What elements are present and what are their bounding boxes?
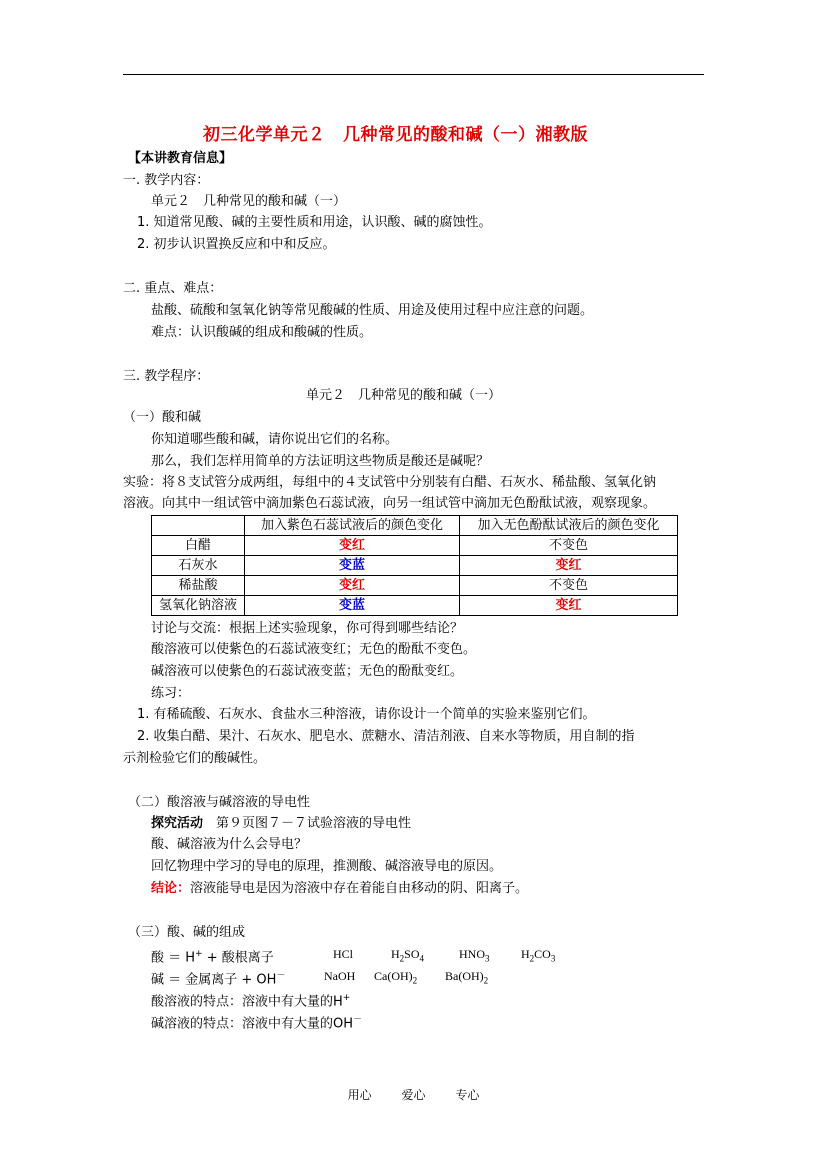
formula-hno3: $HNO_3$ xyxy=(459,947,490,964)
footer-text: 爱心 xyxy=(401,1088,426,1102)
experiment-line-2: 溶液。向其中一组试管中滴加紫色石蕊试液，向另一组试管中滴加无色酚酞试液，观察现象。 xyxy=(123,496,657,511)
page-title: 初三化学单元２ 几种常见的酸和碱（一）湘教版 xyxy=(203,125,588,145)
section-2-heading: 二. 重点、难点： xyxy=(123,281,223,296)
table-header-cell xyxy=(152,516,245,536)
table-header-row xyxy=(152,516,678,536)
litmus-result-cell: 变蓝 xyxy=(245,556,460,576)
acid-definition: 酸 ＝ H+ + 酸根离子 HCl $H_2SO_4$ $HNO_3$ $H_2CO_3$ xyxy=(151,945,274,967)
section-1-heading: 一. 教学内容： xyxy=(123,173,210,188)
table-row xyxy=(152,556,678,576)
page-footer xyxy=(0,1086,827,1103)
section-3-center-title: 单元２ 几种常见的酸和碱（一） xyxy=(306,388,502,403)
formula-hcl: HCl xyxy=(333,947,354,961)
substance-cell: 白醋 xyxy=(152,536,245,556)
table-header-cell: 加入紫色石蕊试液后的颜色变化 xyxy=(245,516,460,536)
phenol-result-cell: 不变色 xyxy=(460,536,678,556)
table-row xyxy=(152,536,678,556)
phenol-result-cell: 变红 xyxy=(460,596,678,616)
part-3-heading: （三）酸、碱的组成 xyxy=(128,925,246,940)
conclusion-label: 结论： xyxy=(151,881,191,896)
part-2-heading: （二）酸溶液与碱溶液的导电性 xyxy=(128,795,311,810)
key-points: 盐酸、硫酸和氢氧化钠等常见酸碱的性质、用途及使用过程中应注意的问题。 xyxy=(151,303,594,318)
practice-1: 1. 有稀硫酸、石灰水、食盐水三种溶液，请你设计一个简单的实验来鉴别它们。 xyxy=(137,707,596,722)
formula-naoh: NaOH xyxy=(324,969,356,983)
substance-cell: 石灰水 xyxy=(152,556,245,576)
experiment-line-1: 实验：将８支试管分成两组，每组中的４支试管中分别装有白醋、石灰水、稀盐酸、氢氧化钠 xyxy=(123,475,657,490)
phenol-result-cell: 不变色 xyxy=(460,576,678,596)
base-conclusion: 碱溶液可以使紫色的石蕊试液变蓝；无色的酚酞变红。 xyxy=(151,664,464,679)
practice-heading: 练习： xyxy=(151,686,191,701)
experiment-table xyxy=(151,515,678,616)
activity-text: 第９页图７－７试验溶液的导电性 xyxy=(203,816,412,831)
activity-line xyxy=(151,815,411,833)
conductivity-question: 酸、碱溶液为什么会导电？ xyxy=(151,837,308,852)
table-row xyxy=(152,576,678,596)
footer-text: 用心 xyxy=(347,1088,372,1102)
footer-text: 专心 xyxy=(455,1088,480,1102)
objective-2: 2. 初步认识置换反应和中和反应。 xyxy=(137,237,336,252)
base-definition: 碱 ＝ 金属离子 + OH－ NaOH $Ca(OH)_2$ $Ba(OH)_2$ xyxy=(151,967,285,989)
practice-2-line-1: 2. 收集白醋、果汁、石灰水、肥皂水、蔗糖水、清洁剂液、自来水等物质，用自制的指 xyxy=(137,729,635,744)
substance-cell: 稀盐酸 xyxy=(152,576,245,596)
acid-conclusion: 酸溶液可以使紫色的石蕊试液变红；无色的酚酞不变色。 xyxy=(151,642,477,657)
unit-line: 单元２ 几种常见的酸和碱（一） xyxy=(151,194,347,209)
formula-caoh2: $Ca(OH)_2$ xyxy=(374,969,418,986)
acid-feature: 酸溶液的特点：溶液中有大量的H+ xyxy=(151,993,351,1010)
section-3-heading: 三. 教学程序： xyxy=(123,369,210,384)
phenol-result-cell: 变红 xyxy=(460,556,678,576)
conclusion-text: 溶液能导电是因为溶液中存在着能自由移动的阴、阳离子。 xyxy=(190,881,529,896)
formula-h2so4: $H_2SO_4$ xyxy=(391,947,425,964)
base-feature: 碱溶液的特点：溶液中有大量的OH－ xyxy=(151,1015,363,1032)
conclusion-line xyxy=(151,880,528,898)
litmus-result-cell: 变红 xyxy=(245,576,460,596)
part-1-heading: （一）酸和碱 xyxy=(123,410,202,425)
formula-h2co3: $H_2CO_3$ xyxy=(521,947,556,964)
table-header-cell: 加入无色酚酞试液后的颜色变化 xyxy=(460,516,678,536)
litmus-result-cell: 变蓝 xyxy=(245,596,460,616)
info-header: 【本讲教育信息】 xyxy=(128,151,233,166)
question-1: 你知道哪些酸和碱，请你说出它们的名称。 xyxy=(151,432,399,447)
litmus-result-cell: 变红 xyxy=(245,536,460,556)
formula-baoh2: $Ba(OH)_2$ xyxy=(445,969,489,986)
question-2: 那么，我们怎样用简单的方法证明这些物质是酸还是碱呢？ xyxy=(151,454,490,469)
recall-line: 回忆物理中学习的导电的原理，推测酸、碱溶液导电的原因。 xyxy=(151,859,503,874)
activity-label: 探究活动 xyxy=(151,816,204,831)
table-row xyxy=(152,596,678,616)
discussion-prompt: 讨论与交流：根据上述实验现象，你可得到哪些结论？ xyxy=(151,621,464,636)
substance-cell: 氢氧化钠溶液 xyxy=(152,596,245,616)
objective-1: 1. 知道常见酸、碱的主要性质和用途，认识酸、碱的腐蚀性。 xyxy=(137,215,492,230)
header-rule xyxy=(123,74,704,75)
difficult-points: 难点：认识酸碱的组成和酸碱的性质。 xyxy=(151,325,373,340)
practice-2-line-2: 示剂检验它们的酸碱性。 xyxy=(123,751,267,766)
